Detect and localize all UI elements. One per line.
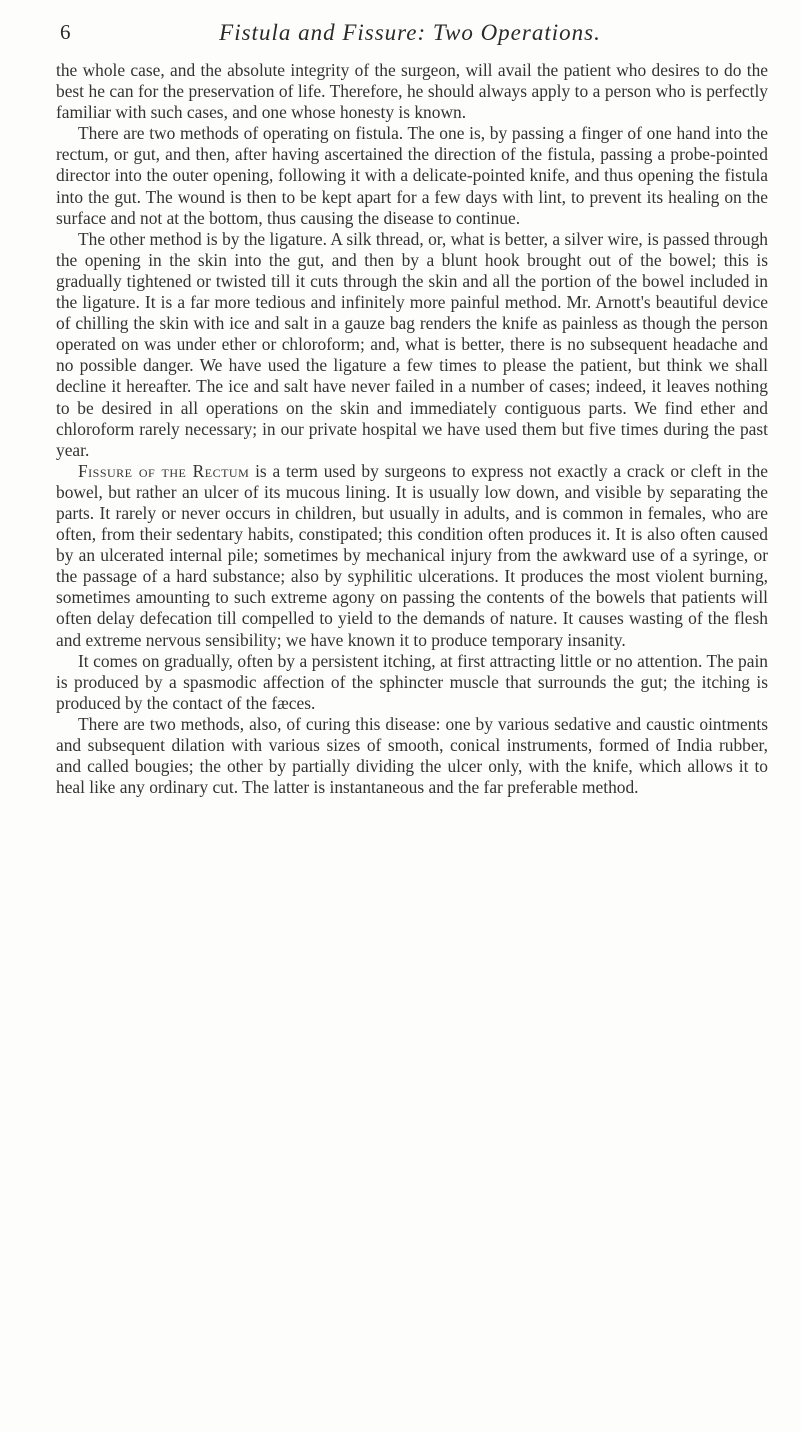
paragraph-fissure-onset: It comes on gradually, often by a persistent itching, at first attracting little or no attention. The pain is produced by a spasmodic affection of the sphincter muscle that surrounds the gut; the itching is produced by the contact of the fæces. bbox=[56, 650, 768, 713]
body-text bbox=[56, 60, 768, 798]
paragraph-ligature-method: The other method is by the ligature. A silk thread, or, what is better, a silver wire, is passed through the opening in the skin into the gut, and then by a blunt hook brought out of the bowel; this is gradually tightened or twisted till it cuts through the skin and all the portion of the bowel included in the ligature. It is a far more tedious and infinitely more painful method. Mr. Arnott's beautiful device of chilling the skin with ice and salt in a gauze bag renders the knife as painless as though the person operated on was under ether or chloroform; and, what is better, there is no subsequent headache and no possible danger. We have used the ligature a few times to please the patient, but think we shall decline it hereafter. The ice and salt have never failed in a number of cases; indeed, it leaves nothing to be desired in all operations on the skin and immediately contiguous parts. We find ether and chloroform rarely necessary; in our private hospital we have used them but five times during the past year. bbox=[56, 228, 768, 460]
paragraph-fissure-definition bbox=[56, 461, 768, 651]
paragraph-continuation: the whole case, and the absolute integrity of the surgeon, will avail the patient who desires to do the best he can for the preservation of life. Therefore, he should always apply to a person who is perfectly familiar with such cases, and one whose honesty is known. bbox=[56, 60, 768, 123]
paragraph-fissure-text: is a term used by surgeons to express not exactly a crack or cleft in the bowel, but rather an ulcer of its mucous lining. It is usually low down, and visible by separating the parts. It rarely or never occurs in children, but usually in adults, and is common in females, who are often, from their sedentary habits, constipated; this condition often produces it. It is also often caused by an ulcerated internal pile; sometimes by mechanical injury from the awkward use of a syringe, or the passage of a hard substance; also by syphilitic ulcerations. It produces the most violent burning, sometimes amounting to such extreme agony on passing the contents of the bowels that patients will often delay defecation till compelled to yield to the demands of nature. It causes wasting of the flesh and extreme nervous sensibility; we have known it to produce temporary insanity. bbox=[56, 460, 768, 650]
section-heading-fissure: Fissure of the Rectum bbox=[78, 460, 250, 481]
running-head bbox=[60, 20, 760, 50]
running-title: Fistula and Fissure: Two Operations. bbox=[219, 20, 601, 45]
page-number: 6 bbox=[60, 20, 71, 44]
paragraph-fistula-methods: There are two methods of operating on fistula. The one is, by passing a finger of one hand into the rectum, or gut, and then, after having ascertained the direction of the fistula, passing a probe-pointed director into the outer opening, following it with a delicate-pointed knife, and thus opening the fistula into the gut. The wound is then to be kept apart for a few days with lint, to prevent its healing on the surface and not at the bottom, thus causing the disease to continue. bbox=[56, 123, 768, 228]
paragraph-fissure-cure: There are two methods, also, of curing this disease: one by various sedative and caustic ointments and subsequent dilation with various sizes of smooth, conical instruments, formed of India rubber, and called bougies; the other by partially dividing the ulcer only, with the knife, which allows it to heal like any ordinary cut. The latter is instantaneous and the far preferable method. bbox=[56, 713, 768, 798]
